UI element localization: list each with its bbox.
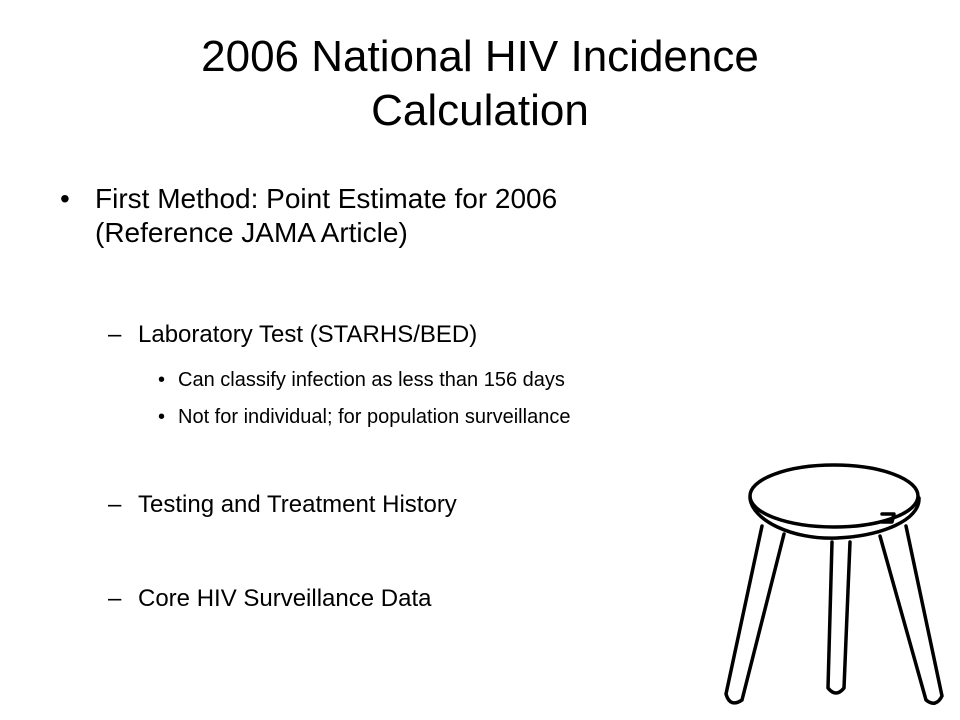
main-bullet-line-2: (Reference JAMA Article) (95, 217, 408, 248)
slide-title (80, 30, 880, 138)
sub-bullet-text: Testing and Treatment History (138, 491, 457, 518)
bullet-glyph: • (60, 183, 70, 214)
bullet-glyph: • (158, 406, 166, 428)
sub-sub-bullet-text: Can classify infection as less than 156 days (178, 369, 565, 391)
main-bullet-text (95, 182, 735, 250)
sub-sub-bullet-text: Not for individual; for population surveillance (178, 406, 571, 428)
main-bullet-line-1: First Method: Point Estimate for 2006 (95, 183, 558, 214)
dash-glyph: – (108, 321, 122, 348)
dash-glyph: – (108, 585, 122, 612)
title-line-1: 2006 National HIV Incidence (201, 32, 759, 81)
sub-bullet-text: Laboratory Test (STARHS/BED) (138, 321, 478, 348)
three-legged-stool-icon (722, 456, 946, 714)
title-line-2: Calculation (371, 86, 589, 135)
stool-right-leg (880, 526, 942, 703)
sub-bullet-text: Core HIV Surveillance Data (138, 585, 432, 612)
stool-left-leg (726, 526, 784, 703)
stool-middle-leg (828, 542, 850, 693)
dash-glyph: – (108, 491, 122, 518)
bullet-glyph: • (158, 369, 166, 391)
